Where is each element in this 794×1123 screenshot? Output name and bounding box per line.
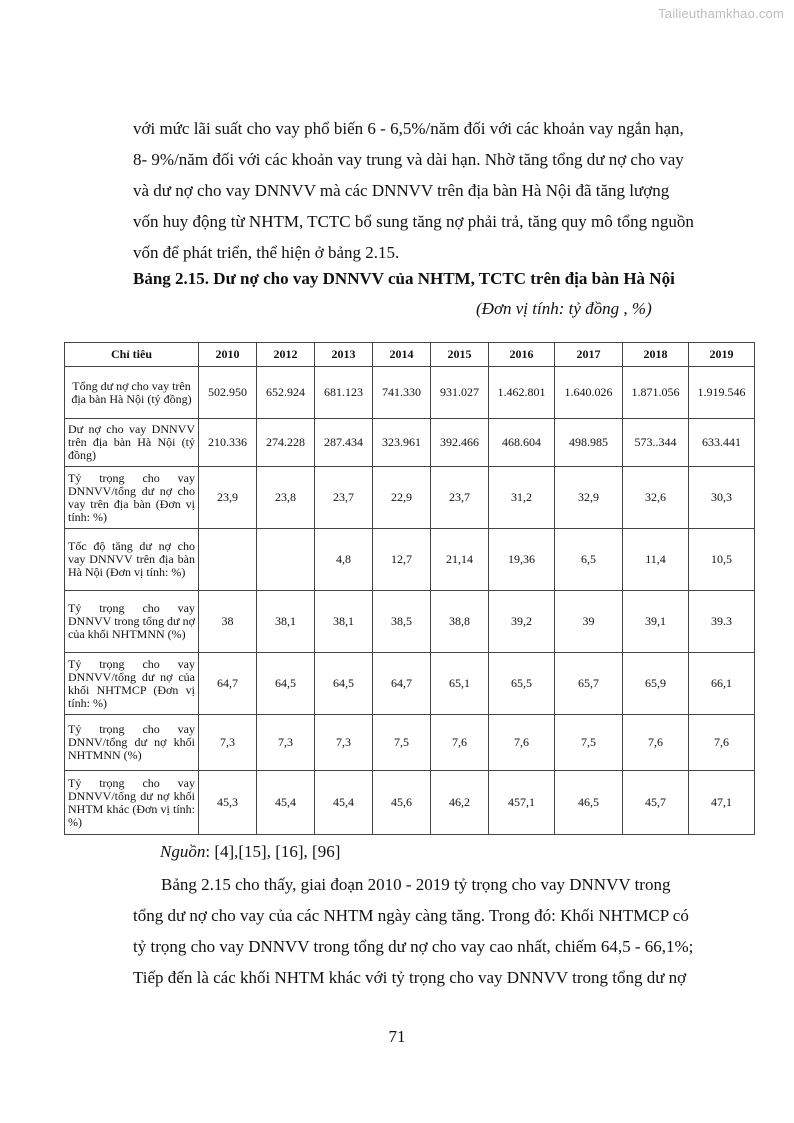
header-cell: 2014 — [373, 343, 431, 367]
table-cell: 38,1 — [315, 591, 373, 653]
table-cell: 45,4 — [257, 771, 315, 835]
table-cell: 23,7 — [431, 467, 489, 529]
header-cell: 2010 — [199, 343, 257, 367]
table-cell: 32,6 — [623, 467, 689, 529]
table-cell: 39,2 — [489, 591, 555, 653]
row-label: Tỷ trọng cho vay DNNV/tổng dư nợ khối NHTMNN (%) — [65, 715, 199, 771]
data-table — [64, 342, 755, 835]
text-line: Bảng 2.15 cho thấy, giai đoạn 2010 - 2019 tỷ trọng cho vay DNNVV trong — [161, 875, 671, 894]
text-line: với mức lãi suất cho vay phổ biến 6 - 6,5%/năm đối với các khoản vay ngắn hạn, — [133, 119, 684, 138]
source-refs: : [4],[15], [16], [96] — [205, 842, 341, 861]
table-cell: 64,5 — [315, 653, 373, 715]
table-cell: 1.462.801 — [489, 367, 555, 419]
table-cell: 573..344 — [623, 419, 689, 467]
table-cell: 7,3 — [257, 715, 315, 771]
table-cell: 457,1 — [489, 771, 555, 835]
table-cell: 7,3 — [199, 715, 257, 771]
table-cell: 10,5 — [689, 529, 755, 591]
table-cell: 1.919.546 — [689, 367, 755, 419]
table-cell: 31,2 — [489, 467, 555, 529]
table-cell: 38 — [199, 591, 257, 653]
table-cell: 23,8 — [257, 467, 315, 529]
table-cell: 1.640.026 — [555, 367, 623, 419]
table-cell: 45,6 — [373, 771, 431, 835]
row-label: Tổng dư nợ cho vay trên địa bàn Hà Nội (tỷ đồng) — [65, 367, 199, 419]
table-cell — [199, 529, 257, 591]
table-cell: 39.3 — [689, 591, 755, 653]
table-cell: 64,7 — [373, 653, 431, 715]
row-label: Tỷ trọng cho vay DNNVV/tổng dư nợ khối NHTM khác (Đơn vị tính: %) — [65, 771, 199, 835]
table-cell: 66,1 — [689, 653, 755, 715]
text-line: vốn huy động từ NHTM, TCTC bổ sung tăng nợ phải trả, tăng quy mô tổng nguồn — [133, 212, 694, 231]
paragraph-intro — [133, 113, 719, 268]
table-cell: 65,7 — [555, 653, 623, 715]
table-cell: 46,2 — [431, 771, 489, 835]
table-row — [65, 367, 755, 419]
table-cell: 65,5 — [489, 653, 555, 715]
table-cell: 4,8 — [315, 529, 373, 591]
table-cell: 468.604 — [489, 419, 555, 467]
table-cell: 45,3 — [199, 771, 257, 835]
table-cell: 7,6 — [489, 715, 555, 771]
text-line: tỷ trọng cho vay DNNVV trong tổng dư nợ cho vay cao nhất, chiếm 64,5 - 66,1%; — [133, 937, 694, 956]
row-label: Tỷ trọng cho vay DNNVV/tổng dư nợ cho vay trên địa bàn (Đơn vị tính: %) — [65, 467, 199, 529]
table-cell: 23,7 — [315, 467, 373, 529]
table-header-row — [65, 343, 755, 367]
table-cell: 38,5 — [373, 591, 431, 653]
table-cell: 46,5 — [555, 771, 623, 835]
table-cell: 210.336 — [199, 419, 257, 467]
table-cell: 392.466 — [431, 419, 489, 467]
table-cell: 38,1 — [257, 591, 315, 653]
table-cell: 39,1 — [623, 591, 689, 653]
source-note — [160, 842, 340, 862]
table-cell: 7,5 — [373, 715, 431, 771]
table-cell: 931.027 — [431, 367, 489, 419]
paragraph-analysis — [133, 869, 719, 993]
header-cell: 2018 — [623, 343, 689, 367]
table-cell — [257, 529, 315, 591]
row-label: Dư nợ cho vay DNNVV trên địa bàn Hà Nội (tỷ đồng) — [65, 419, 199, 467]
table-cell: 11,4 — [623, 529, 689, 591]
table-cell: 23,9 — [199, 467, 257, 529]
table-cell: 39 — [555, 591, 623, 653]
table-cell: 64,7 — [199, 653, 257, 715]
table-cell: 6,5 — [555, 529, 623, 591]
table-cell: 65,9 — [623, 653, 689, 715]
header-cell: 2017 — [555, 343, 623, 367]
header-cell: 2019 — [689, 343, 755, 367]
table-cell: 7,6 — [689, 715, 755, 771]
text-line: 8- 9%/năm đối với các khoản vay trung và dài hạn. Nhờ tăng tổng dư nợ cho vay — [133, 150, 684, 169]
table-row — [65, 419, 755, 467]
header-cell: 2012 — [257, 343, 315, 367]
row-label: Tỷ trọng cho vay DNNVV trong tổng dư nợ của khối NHTMNN (%) — [65, 591, 199, 653]
text-line: vốn để phát triển, thể hiện ở bảng 2.15. — [133, 243, 400, 262]
table-cell: 7,6 — [431, 715, 489, 771]
page-number: 71 — [388, 1027, 406, 1046]
header-cell: 2013 — [315, 343, 373, 367]
table-cell: 47,1 — [689, 771, 755, 835]
table-cell: 741.330 — [373, 367, 431, 419]
table-cell: 12,7 — [373, 529, 431, 591]
table-row — [65, 715, 755, 771]
table-cell: 1.871.056 — [623, 367, 689, 419]
table-caption: Bảng 2.15. Dư nợ cho vay DNNVV của NHTM, TCTC trên địa bàn Hà Nội — [133, 269, 675, 288]
table-cell: 7,5 — [555, 715, 623, 771]
table-row — [65, 529, 755, 591]
table-cell: 681.123 — [315, 367, 373, 419]
table-cell: 30,3 — [689, 467, 755, 529]
table-cell: 323.961 — [373, 419, 431, 467]
table-row — [65, 591, 755, 653]
table-cell: 45,4 — [315, 771, 373, 835]
row-label: Tốc độ tăng dư nợ cho vay DNNVV trên địa bàn Hà Nội (Đơn vị tính: %) — [65, 529, 199, 591]
table-cell: 19,36 — [489, 529, 555, 591]
text-line: Tiếp đến là các khối NHTM khác với tỷ trọng cho vay DNNVV trong tổng dư nợ — [133, 968, 687, 987]
table-cell: 64,5 — [257, 653, 315, 715]
text-line: tổng dư nợ cho vay của các NHTM ngày càng tăng. Trong đó: Khối NHTMCP có — [133, 906, 689, 925]
table-cell: 502.950 — [199, 367, 257, 419]
table-cell: 21,14 — [431, 529, 489, 591]
table-cell: 65,1 — [431, 653, 489, 715]
table-cell: 45,7 — [623, 771, 689, 835]
table-row — [65, 653, 755, 715]
table-cell: 498.985 — [555, 419, 623, 467]
header-cell: Chỉ tiêu — [65, 343, 199, 367]
table-cell: 274.228 — [257, 419, 315, 467]
unit-note: (Đơn vị tính: tỷ đồng , %) — [476, 299, 652, 318]
table-cell: 38,8 — [431, 591, 489, 653]
row-label: Tỷ trọng cho vay DNNVV/tổng dư nợ của khối NHTMCP (Đơn vị tính: %) — [65, 653, 199, 715]
table-cell: 652.924 — [257, 367, 315, 419]
table-row — [65, 771, 755, 835]
table-cell: 7,6 — [623, 715, 689, 771]
table-cell: 7,3 — [315, 715, 373, 771]
source-label: Nguồn — [160, 842, 206, 861]
header-cell: 2015 — [431, 343, 489, 367]
text-line: và dư nợ cho vay DNNVV mà các DNNVV trên địa bàn Hà Nội đã tăng lượng — [133, 181, 670, 200]
table-row — [65, 467, 755, 529]
table-cell: 633.441 — [689, 419, 755, 467]
table-cell: 22,9 — [373, 467, 431, 529]
header-cell: 2016 — [489, 343, 555, 367]
watermark: Tailieuthamkhao.com — [658, 6, 784, 21]
table-cell: 32,9 — [555, 467, 623, 529]
table-cell: 287.434 — [315, 419, 373, 467]
